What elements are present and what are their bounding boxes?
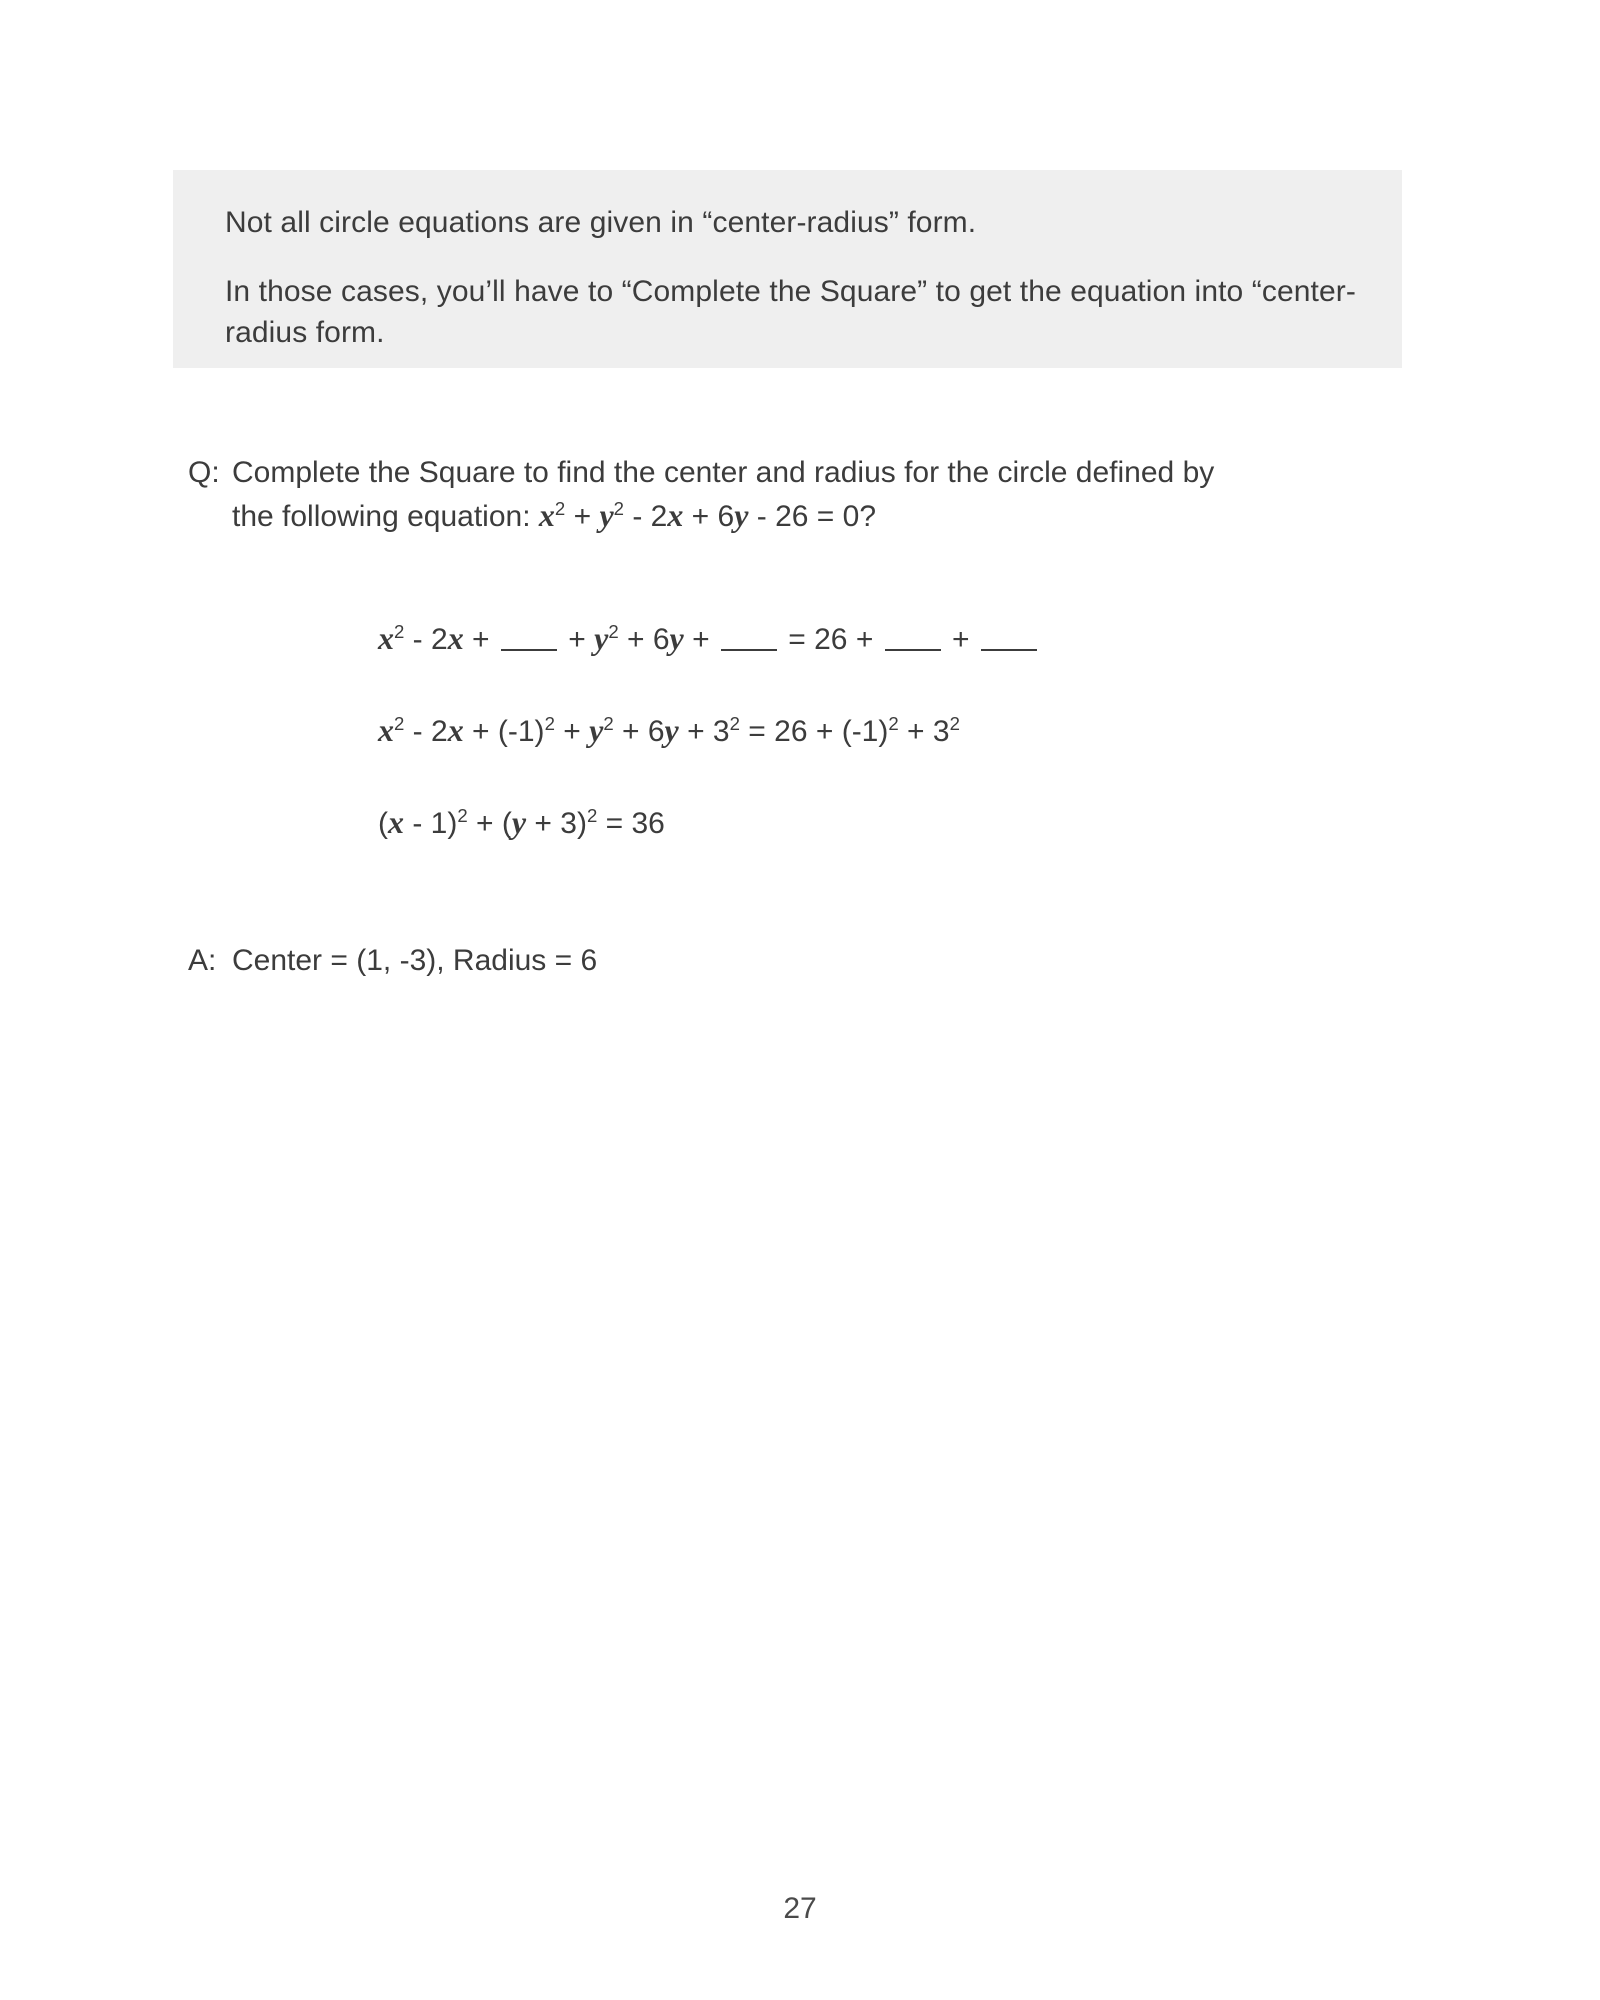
eq3-x: x: [388, 804, 404, 840]
eq2-x2: x: [447, 712, 464, 748]
question-eq-x: x: [538, 497, 555, 533]
equation-line-3: [378, 802, 1040, 844]
callout-paragraph-2: In those cases, you’ll have to “Complete the Square” to get the equation into “center-radius form.: [225, 275, 1356, 349]
eq1-plus-d: +: [943, 623, 978, 656]
eq1-blank-2[interactable]: [721, 649, 777, 651]
eq2-rhs-neg1-exponent: 2: [888, 713, 899, 734]
answer-text: Center = (1, -3), Radius = 6: [232, 944, 598, 977]
equation-block: [378, 618, 1040, 844]
eq2-y: y: [589, 712, 604, 748]
eq1-y2: y: [669, 620, 684, 656]
eq1-plus-b: +: [559, 623, 595, 656]
eq2-equals26-neg1: = 26 + (-1): [739, 715, 889, 748]
eq1-y-exponent: 2: [608, 621, 619, 642]
question-eq-plus6: + 6: [683, 500, 735, 533]
eq1-blank-4[interactable]: [981, 649, 1037, 651]
eq1-plus-c: +: [683, 623, 718, 656]
eq2-three-exponent: 2: [729, 713, 740, 734]
eq1-x: x: [378, 620, 394, 656]
callout-paragraph-1: Not all circle equations are given in “center-radius” form.: [225, 206, 977, 239]
eq2-y-exponent: 2: [603, 713, 614, 734]
eq2-term-neg1: + (-1): [463, 715, 545, 748]
eq2-plus6: + 6: [613, 715, 665, 748]
eq1-minus2: - 2: [404, 623, 448, 656]
eq2-y2: y: [664, 712, 679, 748]
eq2-neg1-exponent: 2: [544, 713, 555, 734]
question-eq-y2: y: [734, 497, 749, 533]
eq3-minus1-close: - 1): [404, 807, 458, 840]
eq3-open-paren: (: [378, 807, 388, 840]
question-text: [232, 452, 1242, 538]
eq3-equals36: = 36: [597, 807, 665, 840]
callout-box: [173, 170, 1402, 368]
answer-block: [188, 940, 597, 982]
page-number: 27: [783, 1892, 817, 1925]
question-eq-tail: - 26 = 0?: [748, 500, 877, 533]
eq2-x: x: [378, 712, 394, 748]
eq3-y: y: [511, 804, 527, 840]
eq2-plus-a: +: [554, 715, 590, 748]
eq2-x-exponent: 2: [394, 713, 405, 734]
eq3-plus-open: + (: [467, 807, 512, 840]
question-eq-plus1: +: [565, 500, 600, 533]
question-label: Q:: [188, 456, 220, 489]
eq1-plus6: + 6: [618, 623, 670, 656]
eq2-rhs-plus3: + 3: [898, 715, 950, 748]
eq1-x-exponent: 2: [394, 621, 405, 642]
eq3-plus3-close: + 3): [526, 807, 587, 840]
answer-label: A:: [188, 944, 217, 977]
question-eq-y: y: [599, 497, 614, 533]
eq1-blank-1[interactable]: [501, 649, 557, 651]
eq1-y: y: [594, 620, 609, 656]
question-eq-minus2: - 2: [623, 500, 668, 533]
question-eq-x2: x: [667, 497, 684, 533]
question-block: [188, 452, 1242, 538]
equation-line-2: [378, 710, 1040, 752]
equation-line-1: [378, 618, 1040, 660]
eq2-minus2: - 2: [404, 715, 448, 748]
question-sentence: Complete the Square to find the center and radius for the circle defined by the following equation:: [232, 456, 1215, 533]
question-eq-y-exponent: 2: [613, 498, 624, 519]
eq1-equals26: = 26 +: [779, 623, 882, 656]
eq3-second-exponent: 2: [586, 805, 598, 826]
eq3-first-exponent: 2: [457, 805, 468, 826]
eq1-x2: x: [447, 620, 464, 656]
eq2-rhs-three-exponent: 2: [949, 713, 960, 734]
eq2-plus3: + 3: [678, 715, 730, 748]
question-eq-x-exponent: 2: [554, 498, 566, 519]
eq1-blank-3[interactable]: [885, 649, 941, 651]
eq1-plus-a: +: [463, 623, 498, 656]
